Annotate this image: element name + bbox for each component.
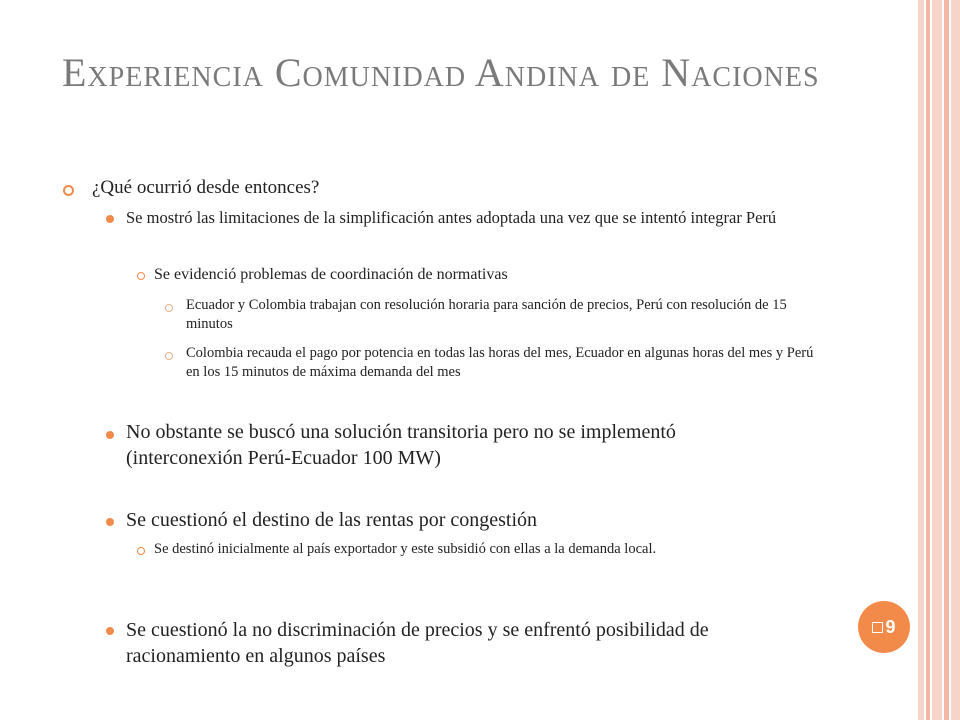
- slide-title: Experiencia Comunidad Andina de Naciones: [62, 50, 820, 95]
- decorative-stripes: [918, 0, 960, 720]
- page-number-badge: [858, 601, 910, 653]
- bullet-text: Se cuestionó el destino de las rentas por congestión: [126, 509, 538, 531]
- bullet-text: Se destinó inicialmente al país exportador y este subsidió con ellas a la demanda local.: [154, 541, 657, 557]
- bullet-text: Ecuador y Colombia trabajan con resolución horaria para sanción de precios, Perú con resolución de 15 minutos: [186, 297, 787, 332]
- bullet-text: Se mostró las limitaciones de la simplificación antes adoptada una vez que se intentó integrar Perú: [126, 208, 777, 227]
- bullet-ring-icon: [137, 272, 145, 280]
- bullet-dot-icon: [106, 215, 114, 223]
- bullet-ring-icon: [165, 352, 173, 360]
- bullet-text: Se cuestionó la no discriminación de precios y se enfrentó posibilidad de racionamiento en algunos países: [126, 619, 709, 667]
- bullet-text: Colombia recauda el pago por potencia en todas las horas del mes, Ecuador en algunas horas del mes y Perú en los 15 minutos de máxima demanda del mes: [186, 345, 814, 380]
- bullet-text: ¿Qué ocurrió desde entonces?: [92, 177, 320, 198]
- bullet-dot-icon: [106, 518, 114, 526]
- bullet-ring-icon: [165, 304, 173, 312]
- bullet-text: No obstante se buscó una solución transitoria pero no se implementó (interconexión Perú-Ecuador 100 MW): [126, 421, 676, 469]
- square-icon: [872, 622, 883, 633]
- bullet-text: Se evidenció problemas de coordinación de normativas: [154, 266, 508, 283]
- bullet-dot-icon: [106, 431, 114, 439]
- bullet-ring-icon: [137, 547, 145, 555]
- bullet-ring-icon: [63, 185, 74, 196]
- page-number: 9: [885, 616, 896, 637]
- bullet-dot-icon: [106, 627, 114, 635]
